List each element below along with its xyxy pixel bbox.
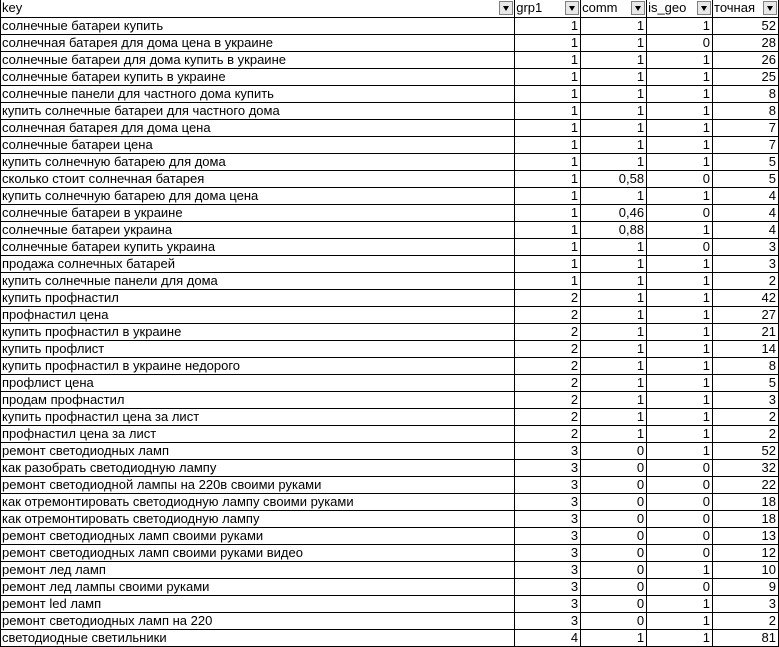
- cell-is-geo[interactable]: 0: [647, 527, 713, 544]
- cell-grp1[interactable]: 3: [515, 544, 581, 561]
- cell-comm[interactable]: 1: [581, 136, 647, 153]
- header-comm-label: comm: [582, 0, 618, 16]
- header-key[interactable]: [1, 0, 515, 17]
- cell-key[interactable]: солнечные панели для частного дома купить: [1, 85, 515, 102]
- table-row: [1, 578, 779, 595]
- cell-grp1[interactable]: 1: [515, 187, 581, 204]
- cell-grp1[interactable]: 2: [515, 289, 581, 306]
- cell-comm[interactable]: 1: [581, 357, 647, 374]
- cell-key[interactable]: как отремонтировать светодиодную лампу своими руками: [1, 493, 515, 510]
- cell-is-geo[interactable]: 1: [647, 272, 713, 289]
- cell-key[interactable]: купить солнечную батарею для дома: [1, 153, 515, 170]
- filter-dropdown-icon[interactable]: [631, 1, 645, 15]
- cell-exact[interactable]: 3: [713, 391, 779, 408]
- cell-exact[interactable]: 2: [713, 272, 779, 289]
- filter-dropdown-icon[interactable]: [697, 1, 711, 15]
- cell-key[interactable]: светодиодные светильники: [1, 629, 515, 646]
- cell-exact[interactable]: 18: [713, 510, 779, 527]
- cell-exact[interactable]: 25: [713, 68, 779, 85]
- table-row: [1, 136, 779, 153]
- table-row: [1, 374, 779, 391]
- cell-exact[interactable]: 9: [713, 578, 779, 595]
- cell-exact[interactable]: 13: [713, 527, 779, 544]
- cell-key[interactable]: профнастил цена за лист: [1, 425, 515, 442]
- cell-exact[interactable]: 14: [713, 340, 779, 357]
- table-row: [1, 153, 779, 170]
- cell-key[interactable]: ремонт светодиодных ламп своими руками видео: [1, 544, 515, 561]
- cell-is-geo[interactable]: 1: [647, 17, 713, 34]
- cell-key[interactable]: профнастил цена: [1, 306, 515, 323]
- cell-comm[interactable]: 1: [581, 306, 647, 323]
- cell-exact[interactable]: 5: [713, 170, 779, 187]
- table-row: [1, 306, 779, 323]
- cell-is-geo[interactable]: 0: [647, 578, 713, 595]
- cell-grp1[interactable]: 1: [515, 238, 581, 255]
- cell-exact[interactable]: 3: [713, 238, 779, 255]
- cell-comm[interactable]: 1: [581, 187, 647, 204]
- cell-is-geo[interactable]: 1: [647, 357, 713, 374]
- cell-is-geo[interactable]: 1: [647, 85, 713, 102]
- cell-grp1[interactable]: 2: [515, 425, 581, 442]
- cell-key[interactable]: купить солнечную батарею для дома цена: [1, 187, 515, 204]
- cell-key[interactable]: купить профлист: [1, 340, 515, 357]
- cell-comm[interactable]: 0,58: [581, 170, 647, 187]
- cell-comm[interactable]: 1: [581, 17, 647, 34]
- cell-exact[interactable]: 52: [713, 17, 779, 34]
- cell-key[interactable]: солнечные батареи цена: [1, 136, 515, 153]
- cell-comm[interactable]: 0,88: [581, 221, 647, 238]
- table-row: [1, 459, 779, 476]
- cell-key[interactable]: купить солнечные батареи для частного дома: [1, 102, 515, 119]
- cell-grp1[interactable]: 3: [515, 578, 581, 595]
- cell-exact[interactable]: 42: [713, 289, 779, 306]
- cell-grp1[interactable]: 1: [515, 17, 581, 34]
- cell-comm[interactable]: 0: [581, 476, 647, 493]
- table-row: [1, 102, 779, 119]
- table-body: [1, 17, 779, 646]
- cell-grp1[interactable]: 4: [515, 629, 581, 646]
- cell-key[interactable]: купить профнастил цена за лист: [1, 408, 515, 425]
- cell-key[interactable]: продам профнастил: [1, 391, 515, 408]
- header-is-geo[interactable]: [647, 0, 713, 17]
- cell-is-geo[interactable]: 1: [647, 221, 713, 238]
- cell-is-geo[interactable]: 0: [647, 204, 713, 221]
- cell-comm[interactable]: 1: [581, 340, 647, 357]
- cell-is-geo[interactable]: 1: [647, 289, 713, 306]
- cell-exact[interactable]: 8: [713, 357, 779, 374]
- table-row: [1, 561, 779, 578]
- cell-grp1[interactable]: 3: [515, 493, 581, 510]
- cell-key[interactable]: профлист цена: [1, 374, 515, 391]
- cell-comm[interactable]: 1: [581, 85, 647, 102]
- cell-key[interactable]: ремонт светодиодных ламп: [1, 442, 515, 459]
- cell-is-geo[interactable]: 1: [647, 187, 713, 204]
- cell-grp1[interactable]: 3: [515, 510, 581, 527]
- cell-grp1[interactable]: 2: [515, 374, 581, 391]
- cell-comm[interactable]: 0: [581, 578, 647, 595]
- table-row: [1, 340, 779, 357]
- header-is-geo-label: is_geo: [648, 0, 687, 16]
- cell-exact[interactable]: 18: [713, 493, 779, 510]
- cell-comm[interactable]: 1: [581, 391, 647, 408]
- cell-grp1[interactable]: 1: [515, 119, 581, 136]
- table-row: [1, 51, 779, 68]
- table-row: [1, 85, 779, 102]
- table-row: [1, 204, 779, 221]
- cell-is-geo[interactable]: 0: [647, 459, 713, 476]
- cell-key[interactable]: купить профнастил в украине: [1, 323, 515, 340]
- cell-comm[interactable]: 1: [581, 102, 647, 119]
- table-row: [1, 289, 779, 306]
- cell-key[interactable]: солнечные батареи для дома купить в украине: [1, 51, 515, 68]
- cell-exact[interactable]: 4: [713, 204, 779, 221]
- table-row: [1, 391, 779, 408]
- cell-comm[interactable]: 1: [581, 255, 647, 272]
- cell-is-geo[interactable]: 1: [647, 374, 713, 391]
- header-key-label: key: [2, 0, 23, 16]
- cell-is-geo[interactable]: 0: [647, 544, 713, 561]
- cell-exact[interactable]: 4: [713, 187, 779, 204]
- cell-exact[interactable]: 28: [713, 34, 779, 51]
- cell-is-geo[interactable]: 0: [647, 493, 713, 510]
- cell-exact[interactable]: 2: [713, 425, 779, 442]
- cell-comm[interactable]: 0: [581, 561, 647, 578]
- cell-comm[interactable]: 1: [581, 51, 647, 68]
- table-row: [1, 629, 779, 646]
- table-row: [1, 510, 779, 527]
- cell-key[interactable]: сколько стоит солнечная батарея: [1, 170, 515, 187]
- cell-key[interactable]: солнечные батареи в украине: [1, 204, 515, 221]
- table-row: [1, 612, 779, 629]
- cell-exact[interactable]: 2: [713, 612, 779, 629]
- cell-key[interactable]: ремонт лед лампы своими руками: [1, 578, 515, 595]
- cell-comm[interactable]: 1: [581, 153, 647, 170]
- cell-comm[interactable]: 1: [581, 119, 647, 136]
- cell-key[interactable]: купить профнастил: [1, 289, 515, 306]
- cell-grp1[interactable]: 2: [515, 408, 581, 425]
- cell-grp1[interactable]: 1: [515, 34, 581, 51]
- cell-key[interactable]: продажа солнечных батарей: [1, 255, 515, 272]
- table-row: [1, 170, 779, 187]
- cell-exact[interactable]: 4: [713, 221, 779, 238]
- cell-exact[interactable]: 26: [713, 51, 779, 68]
- table-row: [1, 238, 779, 255]
- cell-key[interactable]: как отремонтировать светодиодную лампу: [1, 510, 515, 527]
- cell-key[interactable]: ремонт led ламп: [1, 595, 515, 612]
- cell-grp1[interactable]: 3: [515, 527, 581, 544]
- table-row: [1, 408, 779, 425]
- cell-exact[interactable]: 52: [713, 442, 779, 459]
- table-row: [1, 68, 779, 85]
- cell-comm[interactable]: 0: [581, 544, 647, 561]
- cell-exact[interactable]: 10: [713, 561, 779, 578]
- cell-is-geo[interactable]: 1: [647, 442, 713, 459]
- cell-comm[interactable]: 1: [581, 374, 647, 391]
- cell-exact[interactable]: 21: [713, 323, 779, 340]
- table-row: [1, 493, 779, 510]
- cell-grp1[interactable]: 1: [515, 68, 581, 85]
- cell-exact[interactable]: 5: [713, 153, 779, 170]
- table-row: [1, 544, 779, 561]
- table-row: [1, 595, 779, 612]
- cell-is-geo[interactable]: 1: [647, 255, 713, 272]
- cell-comm[interactable]: 0: [581, 459, 647, 476]
- table-row: [1, 272, 779, 289]
- header-grp1[interactable]: [515, 0, 581, 17]
- cell-key[interactable]: солнечные батареи купить: [1, 17, 515, 34]
- cell-exact[interactable]: 22: [713, 476, 779, 493]
- table-row: [1, 255, 779, 272]
- cell-is-geo[interactable]: 1: [647, 629, 713, 646]
- table-row: [1, 119, 779, 136]
- cell-exact[interactable]: 8: [713, 102, 779, 119]
- cell-comm[interactable]: 0: [581, 612, 647, 629]
- cell-grp1[interactable]: 3: [515, 561, 581, 578]
- cell-grp1[interactable]: 1: [515, 153, 581, 170]
- cell-comm[interactable]: 0,46: [581, 204, 647, 221]
- table-row: [1, 323, 779, 340]
- cell-is-geo[interactable]: 1: [647, 51, 713, 68]
- cell-exact[interactable]: 2: [713, 408, 779, 425]
- cell-comm[interactable]: 1: [581, 238, 647, 255]
- cell-is-geo[interactable]: 1: [647, 153, 713, 170]
- cell-key[interactable]: купить профнастил в украине недорого: [1, 357, 515, 374]
- cell-exact[interactable]: 3: [713, 255, 779, 272]
- cell-grp1[interactable]: 3: [515, 442, 581, 459]
- cell-grp1[interactable]: 1: [515, 85, 581, 102]
- cell-grp1[interactable]: 2: [515, 340, 581, 357]
- cell-comm[interactable]: 0: [581, 595, 647, 612]
- table-row: [1, 476, 779, 493]
- cell-key[interactable]: солнечные батареи купить украина: [1, 238, 515, 255]
- table-row: [1, 17, 779, 34]
- cell-grp1[interactable]: 1: [515, 136, 581, 153]
- cell-grp1[interactable]: 1: [515, 272, 581, 289]
- cell-grp1[interactable]: 1: [515, 255, 581, 272]
- cell-is-geo[interactable]: 1: [647, 408, 713, 425]
- table-row: [1, 527, 779, 544]
- cell-key[interactable]: ремонт светодиодной лампы на 220в своими руками: [1, 476, 515, 493]
- cell-comm[interactable]: 1: [581, 34, 647, 51]
- cell-comm[interactable]: 0: [581, 510, 647, 527]
- cell-exact[interactable]: 12: [713, 544, 779, 561]
- cell-grp1[interactable]: 1: [515, 221, 581, 238]
- cell-key[interactable]: солнечные батареи украина: [1, 221, 515, 238]
- cell-comm[interactable]: 0: [581, 442, 647, 459]
- cell-grp1[interactable]: 2: [515, 306, 581, 323]
- cell-comm[interactable]: 1: [581, 68, 647, 85]
- cell-key[interactable]: ремонт светодиодных ламп на 220: [1, 612, 515, 629]
- table-row: [1, 221, 779, 238]
- cell-is-geo[interactable]: 1: [647, 119, 713, 136]
- cell-exact[interactable]: 27: [713, 306, 779, 323]
- cell-grp1[interactable]: 2: [515, 357, 581, 374]
- cell-is-geo[interactable]: 1: [647, 306, 713, 323]
- header-comm[interactable]: [581, 0, 647, 17]
- cell-is-geo[interactable]: 1: [647, 595, 713, 612]
- cell-exact[interactable]: 3: [713, 595, 779, 612]
- cell-is-geo[interactable]: 0: [647, 34, 713, 51]
- cell-grp1[interactable]: 1: [515, 170, 581, 187]
- cell-key[interactable]: купить солнечные панели для дома: [1, 272, 515, 289]
- cell-is-geo[interactable]: 1: [647, 102, 713, 119]
- cell-comm[interactable]: 1: [581, 289, 647, 306]
- table-row: [1, 442, 779, 459]
- header-grp1-label: grp1: [516, 0, 543, 16]
- cell-is-geo[interactable]: 1: [647, 425, 713, 442]
- cell-is-geo[interactable]: 0: [647, 170, 713, 187]
- cell-key[interactable]: солнечные батареи купить в украине: [1, 68, 515, 85]
- filter-dropdown-icon[interactable]: [499, 1, 513, 15]
- header-row: [1, 0, 779, 17]
- cell-grp1[interactable]: 3: [515, 595, 581, 612]
- cell-comm[interactable]: 1: [581, 425, 647, 442]
- cell-grp1[interactable]: 1: [515, 102, 581, 119]
- cell-is-geo[interactable]: 1: [647, 136, 713, 153]
- cell-key[interactable]: как разобрать светодиодную лампу: [1, 459, 515, 476]
- cell-grp1[interactable]: 1: [515, 51, 581, 68]
- cell-comm[interactable]: 1: [581, 408, 647, 425]
- filter-dropdown-icon[interactable]: [565, 1, 579, 15]
- cell-is-geo[interactable]: 1: [647, 612, 713, 629]
- cell-is-geo[interactable]: 1: [647, 340, 713, 357]
- table-row: [1, 187, 779, 204]
- cell-exact[interactable]: 32: [713, 459, 779, 476]
- cell-key[interactable]: солнечная батарея для дома цена: [1, 119, 515, 136]
- cell-comm[interactable]: 1: [581, 323, 647, 340]
- cell-key[interactable]: солнечная батарея для дома цена в украине: [1, 34, 515, 51]
- cell-exact[interactable]: 7: [713, 119, 779, 136]
- cell-is-geo[interactable]: 1: [647, 561, 713, 578]
- table-row: [1, 34, 779, 51]
- cell-comm[interactable]: 1: [581, 629, 647, 646]
- cell-comm[interactable]: 1: [581, 272, 647, 289]
- cell-exact[interactable]: 8: [713, 85, 779, 102]
- cell-is-geo[interactable]: 1: [647, 323, 713, 340]
- filter-dropdown-icon[interactable]: [763, 1, 777, 15]
- cell-is-geo[interactable]: 0: [647, 510, 713, 527]
- header-exact-label: точная: [714, 0, 755, 16]
- cell-is-geo[interactable]: 0: [647, 476, 713, 493]
- cell-exact[interactable]: 81: [713, 629, 779, 646]
- cell-grp1[interactable]: 1: [515, 204, 581, 221]
- table-row: [1, 357, 779, 374]
- cell-key[interactable]: ремонт лед ламп: [1, 561, 515, 578]
- cell-grp1[interactable]: 3: [515, 476, 581, 493]
- cell-comm[interactable]: 0: [581, 527, 647, 544]
- cell-is-geo[interactable]: 1: [647, 391, 713, 408]
- cell-exact[interactable]: 5: [713, 374, 779, 391]
- cell-key[interactable]: ремонт светодиодных ламп своими руками: [1, 527, 515, 544]
- cell-grp1[interactable]: 3: [515, 612, 581, 629]
- table-row: [1, 425, 779, 442]
- cell-is-geo[interactable]: 1: [647, 68, 713, 85]
- cell-grp1[interactable]: 3: [515, 459, 581, 476]
- cell-is-geo[interactable]: 0: [647, 238, 713, 255]
- header-exact[interactable]: [713, 0, 779, 17]
- cell-grp1[interactable]: 2: [515, 323, 581, 340]
- cell-exact[interactable]: 7: [713, 136, 779, 153]
- cell-grp1[interactable]: 2: [515, 391, 581, 408]
- cell-comm[interactable]: 0: [581, 493, 647, 510]
